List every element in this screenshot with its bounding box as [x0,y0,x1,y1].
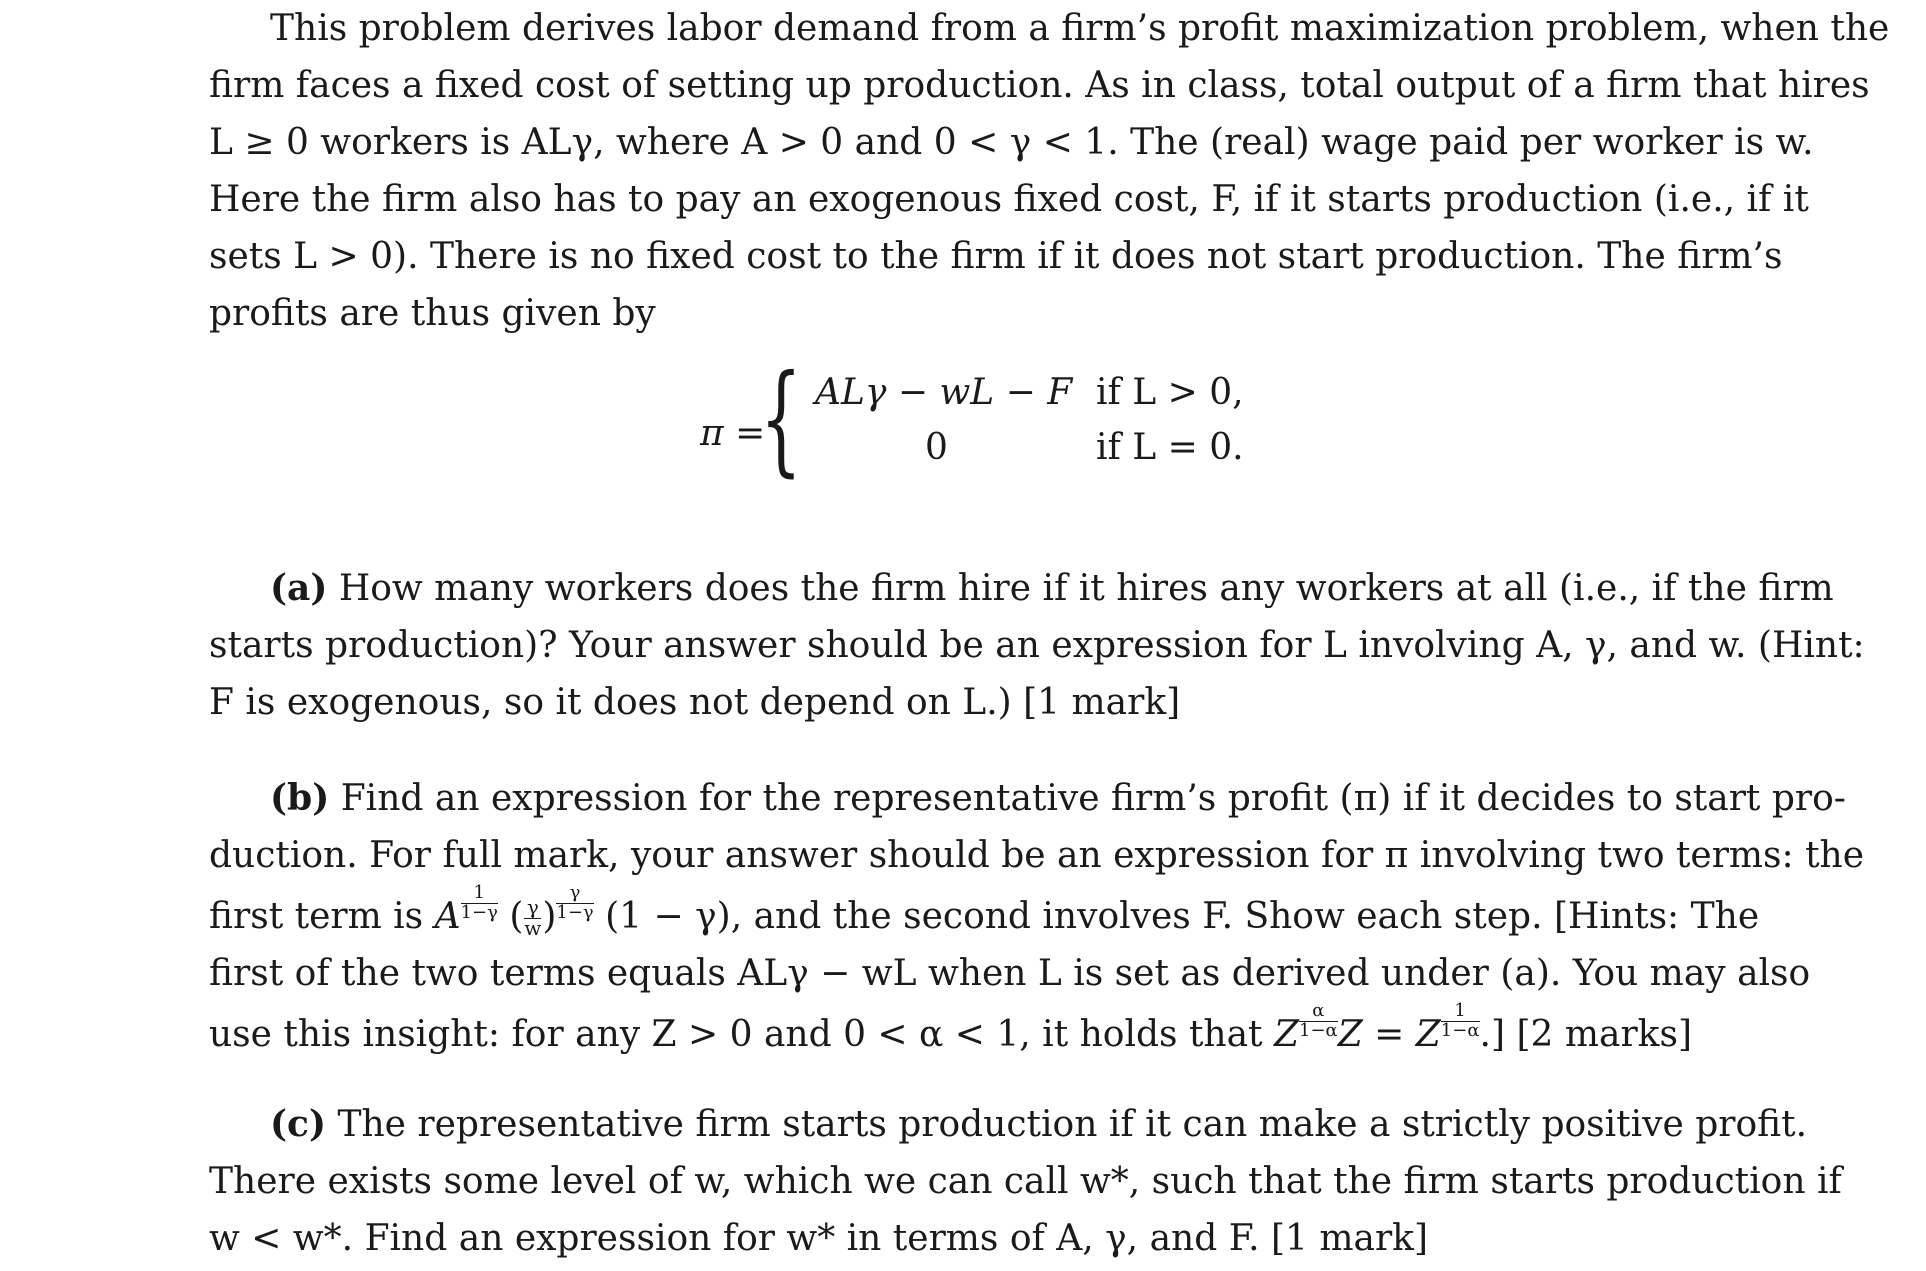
part-b-text-1: Find an expression for the representative firm’s profit (π) if it decides to start pro- [340,778,1846,819]
part-a-line-3: F is exogenous, so it does not depend on L.) [1 mark] [209,682,1181,723]
case-2-expression: 0 [925,427,948,468]
part-a-paragraph [209,560,1865,731]
first-term-formula: A $\frac{1}{1-\gamma}$ ( $\frac{\gamma}{w}$ ) $\frac{\gamma}{1-\gamma}$ [434,882,594,941]
equation-lhs: π = [700,413,766,454]
case-1-expression: ALγ − wL − F [815,372,1073,413]
intro-line-5: sets L > 0). There is no fixed cost to the firm if it does not start production. The firm’s [209,236,1783,277]
part-b-line-3-suffix: (1 − γ), and the second involves F. Show each step. [Hints: The [605,895,1760,937]
insight-formula: Z $\frac{\alpha}{1-\alpha}$ Z = Z $\frac{1}{1-\alpha}$ .] [1273,999,1505,1055]
profit-equation [700,350,1300,500]
part-b-line-4: first of the two terms equals ALγ − wL when L is set as derived under (a). You may also [209,952,1811,994]
part-b-line-5 [209,999,1744,1063]
part-a-line-1 [209,560,1834,617]
part-b-line-2: duction. For full mark, your answer should be an expression for π involving two terms: the [209,835,1865,876]
part-a-label: (a) [270,567,328,609]
part-b-label: (b) [270,777,330,819]
part-b-line-5-suffix: [2 marks] [1516,1013,1692,1055]
part-b-line-1 [209,770,1846,827]
part-b-line-3-prefix: first term is [209,895,424,937]
part-a-text-1: How many workers does the firm hire if it hires any workers at all (i.e., if the firm [338,568,1834,609]
part-c-paragraph [209,1096,1842,1267]
intro-line-6: profits are thus given by [209,293,656,334]
intro-line-1: This problem derives labor demand from a firm’s profit maximization problem, when the [270,8,1890,49]
part-b-paragraph [209,770,1865,1063]
part-c-label: (c) [270,1103,326,1145]
case-1-condition: if L > 0, [1096,372,1244,413]
intro-line-4: Here the firm also has to pay an exogenous fixed cost, F, if it starts production (i.e., if it [209,179,1809,220]
intro-line-3: L ≥ 0 workers is ALγ, where A > 0 and 0 < γ < 1. The (real) wage paid per worker is w. [209,122,1814,163]
intro-paragraph [209,0,1890,342]
equation-brace: { [760,350,802,489]
part-b-line-5-prefix: use this insight: for any Z > 0 and 0 < α < 1, it holds that [209,1013,1263,1055]
part-c-text-1: The representative firm starts production if it can make a strictly positive profit. [337,1104,1808,1145]
part-a-line-2: starts production)? Your answer should be an expression for L involving A, γ, and w. (Hint: [209,625,1865,666]
case-2-condition: if L = 0. [1096,427,1244,468]
part-c-line-2: There exists some level of w, which we can call w*, such that the firm starts production if [209,1161,1842,1202]
part-c-line-1 [209,1096,1808,1153]
part-c-line-3: w < w*. Find an expression for w* in terms of A, γ, and F. [1 mark] [209,1218,1429,1259]
part-b-line-3 [209,882,1760,945]
intro-line-2: firm faces a fixed cost of setting up production. As in class, total output of a firm that hires [209,65,1870,106]
